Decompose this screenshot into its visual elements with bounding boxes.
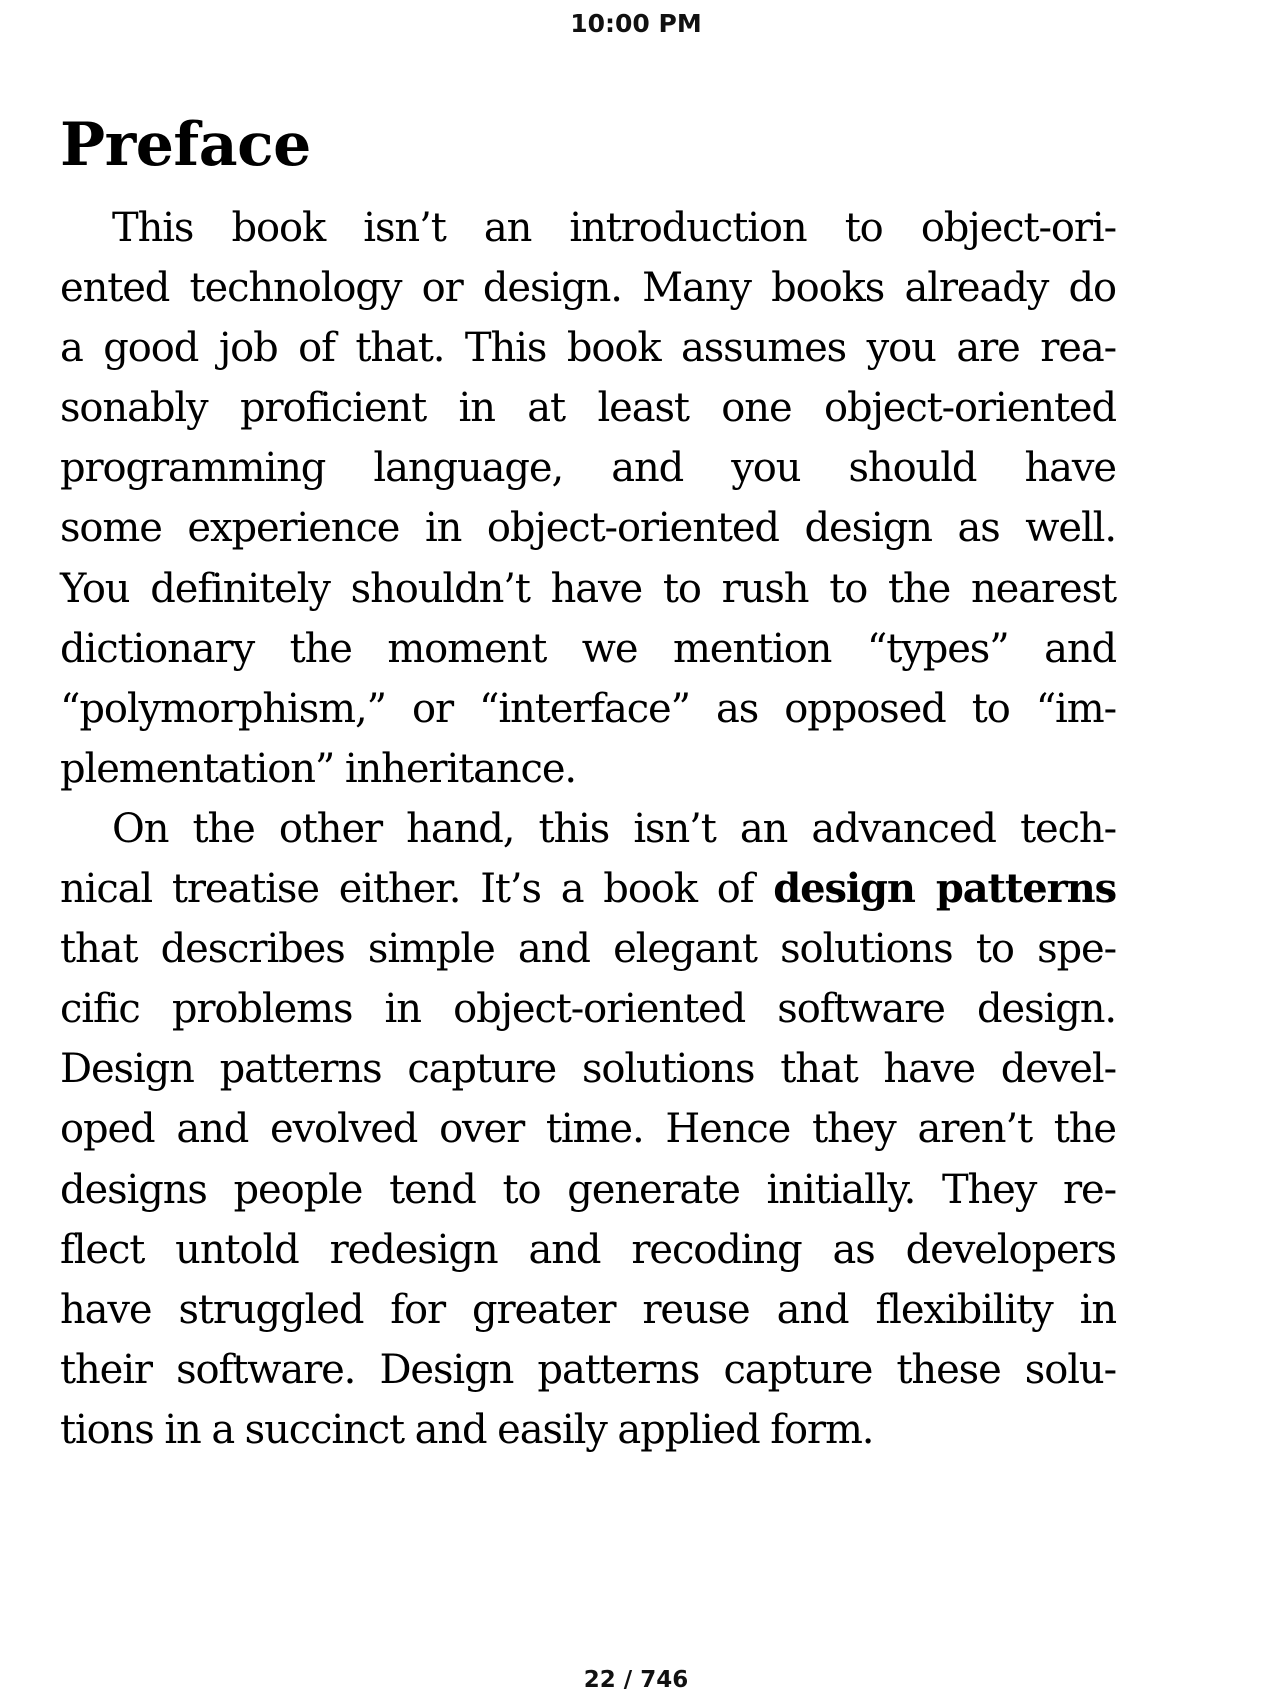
text-line: On the other hand, this isn’t an advanced tech-	[112, 805, 1116, 852]
text-line: have struggled for greater reuse and flexibility in	[60, 1286, 1116, 1333]
text-line: designs people tend to generate initially. They re-	[60, 1166, 1116, 1213]
text-line	[60, 859, 1116, 919]
text-segment: nical treatise either. It’s a book of	[60, 866, 774, 913]
text-line: sonably proficient in at least one object-oriented	[60, 385, 1116, 432]
text-line: cific problems in object-oriented software design.	[60, 986, 1116, 1033]
paragraph-2	[60, 799, 1116, 1460]
bold-term: design patterns	[773, 865, 1117, 913]
paragraph-1	[60, 198, 1116, 799]
text-line: flect untold redesign and recoding as developers	[60, 1226, 1116, 1273]
page-indicator: 22 / 746	[583, 1667, 689, 1693]
text-line: some experience in object-oriented design as well.	[60, 505, 1116, 552]
text-line: oped and evolved over time. Hence they aren’t the	[60, 1106, 1116, 1153]
text-line: “polymorphism,” or “interface” as opposed to “im-	[60, 685, 1116, 732]
reader-page[interactable]	[60, 100, 1116, 1460]
text-line: Design patterns capture solutions that have devel-	[60, 1046, 1116, 1093]
text-line: that describes simple and elegant solutions to spe-	[60, 926, 1116, 973]
chapter-title: Preface	[60, 110, 311, 180]
text-line: programming language, and you should have	[60, 445, 1116, 492]
text-line: a good job of that. This book assumes you are rea-	[60, 325, 1116, 372]
text-line: This book isn’t an introduction to object-ori-	[112, 205, 1116, 251]
clock-time: 10:00 PM	[570, 9, 702, 38]
text-line: ented technology or design. Many books already do	[60, 265, 1116, 312]
text-line: tions in a succinct and easily applied form.	[60, 1406, 874, 1453]
text-line: dictionary the moment we mention “types” and	[60, 625, 1116, 672]
page-counter	[0, 1664, 1272, 1696]
text-line: You definitely shouldn’t have to rush to the nearest	[60, 565, 1116, 612]
status-bar	[0, 6, 1272, 42]
text-line: plementation” inheritance.	[60, 745, 577, 792]
text-line: their software. Design patterns capture these solu-	[60, 1346, 1116, 1393]
